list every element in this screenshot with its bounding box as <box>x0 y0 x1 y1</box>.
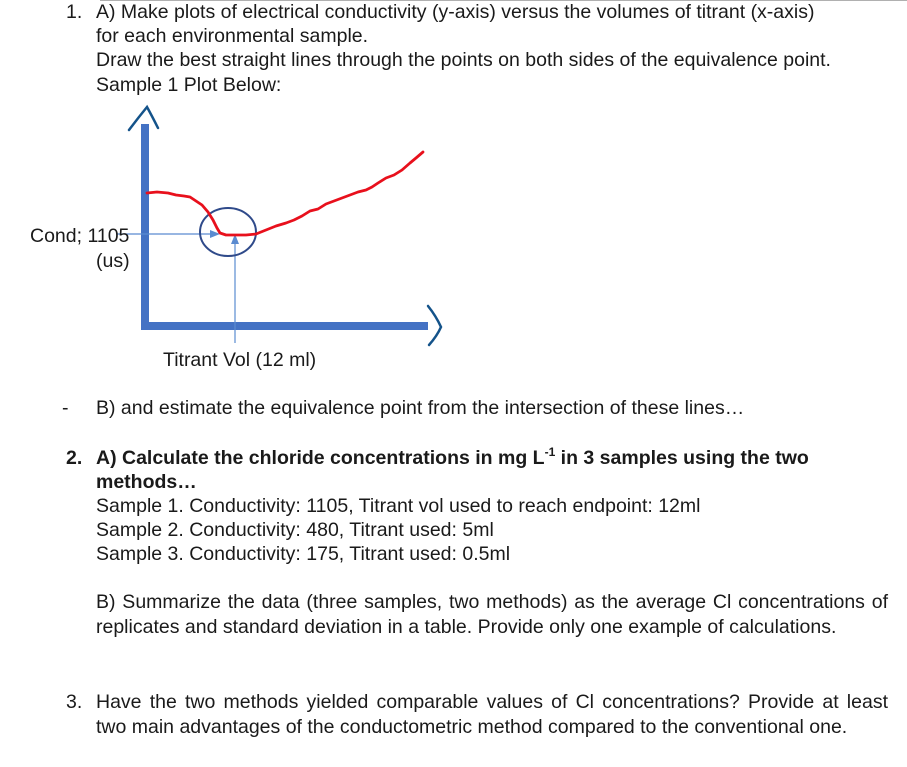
q2-sample2: Sample 2. Conductivity: 480, Titrant used: 5ml <box>96 519 494 541</box>
y-axis <box>141 124 149 330</box>
q2-sample3: Sample 3. Conductivity: 175, Titrant used: 0.5ml <box>96 543 511 565</box>
q3-text: Have the two methods yielded comparable values of Cl concentrations? Provide at least two main advantages of the conductometric method compared to the conventional one. <box>96 691 888 738</box>
q2-part-b: B) Summarize the data (three samples, two methods) as the average Cl concentrations of replicates and standard deviation in a table. Provide only one example of calculations. <box>96 591 888 638</box>
q1-number: 1. <box>66 1 83 23</box>
q2-heading-sup: -1 <box>544 444 556 459</box>
q1b-bullet: - <box>62 397 69 419</box>
q2-sample1: Sample 1. Conductivity: 1105, Titrant vol used to reach endpoint: 12ml <box>96 495 701 517</box>
q2-heading-post: in 3 samples using the two <box>555 447 809 469</box>
q1-line4: Sample 1 Plot Below: <box>96 74 282 96</box>
q2-number: 2. <box>66 447 83 469</box>
q1-line1: A) Make plots of electrical conductivity (y-axis) versus the volumes of titrant (x-axis) <box>96 1 815 23</box>
q2-heading-line2: methods… <box>96 471 197 493</box>
x-axis <box>141 322 428 330</box>
y-axis-label: Cond; 1105 <box>30 225 130 247</box>
y-axis-unit: (us) <box>96 250 130 272</box>
x-axis-arrowhead-icon <box>428 306 441 345</box>
x-axis-label: Titrant Vol (12 ml) <box>163 349 317 371</box>
q1-line3: Draw the best straight lines through the points on both sides of the equivalence point. <box>96 49 831 71</box>
q2-heading-pre: A) Calculate the chloride concentrations in mg L <box>96 447 545 469</box>
q1b-text: B) and estimate the equivalence point from the intersection of these lines… <box>96 397 745 419</box>
q2-heading-line1 <box>96 446 888 470</box>
q3-number: 3. <box>66 691 83 713</box>
conductivity-curve <box>147 152 423 235</box>
q1-line2: for each environmental sample. <box>96 25 369 47</box>
